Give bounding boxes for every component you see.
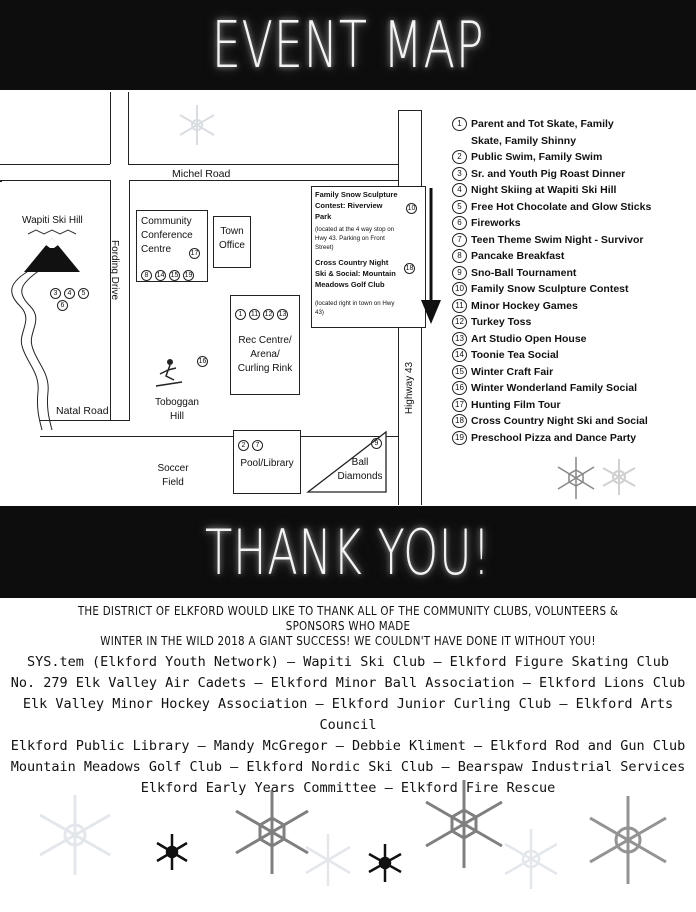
community-centre-label: Community Conference Centre <box>141 216 193 255</box>
legend-text: Winter Craft Fair <box>471 365 554 378</box>
legend-item <box>452 215 692 232</box>
legend-number: 14 <box>452 348 467 362</box>
legend-number: 3 <box>452 167 467 181</box>
legend-item <box>452 364 692 381</box>
marker-6: 6 <box>57 300 68 311</box>
marker-5: 5 <box>78 288 89 299</box>
michel-road-label: Michel Road <box>172 168 231 180</box>
family-snow-title: Family Snow Sculpture Contest: Riverview Park <box>315 190 398 221</box>
marker-9: 9 <box>371 438 382 449</box>
snowflake-icon <box>598 456 640 498</box>
legend-number: 16 <box>452 381 467 395</box>
legend-item <box>452 182 692 199</box>
legend-number: 9 <box>452 266 467 280</box>
legend-text: Toonie Tea Social <box>471 349 559 361</box>
offsite-events-callout <box>311 186 426 328</box>
legend-text: Hunting Film Tour <box>471 398 561 411</box>
rec-centre-label: Rec Centre/ Arena/ Curling Rink <box>237 335 293 374</box>
legend-text: Winter Wonderland Family Social <box>471 382 637 394</box>
legend-number: 4 <box>452 183 467 197</box>
snowflake-icon <box>30 790 120 880</box>
snowflake-icon <box>152 832 192 872</box>
soccer-field-label: Soccer Field <box>157 463 189 488</box>
highway-43-label: Highway 43 <box>404 361 416 415</box>
legend-item <box>452 347 692 364</box>
map-right-road-top <box>128 164 398 165</box>
event-map-title: EVENT MAP <box>211 9 485 83</box>
snowflake-icon <box>498 826 564 892</box>
legend-item <box>452 232 692 249</box>
legend-number: 15 <box>452 365 467 379</box>
legend-text: Family Snow Sculpture Contest <box>471 283 629 295</box>
legend-item <box>452 199 692 216</box>
rec-centre <box>230 295 300 395</box>
pool-library <box>233 430 301 494</box>
community-centre-markers: 8 14 15 19 <box>141 267 197 285</box>
toboggan-icon <box>152 354 186 390</box>
snowflake-icon <box>364 842 406 884</box>
marker-4: 4 <box>64 288 75 299</box>
marker-3: 3 <box>50 288 61 299</box>
sponsor-line: No. 279 Elk Valley Air Cadets – Elkford Minor Ball Association – Elkford Lions Club <box>10 675 686 691</box>
ski-hill-markers <box>50 285 92 303</box>
legend-text: Free Hot Chocolate and Glow Sticks <box>471 200 652 213</box>
legend-text: Minor Hockey Games <box>471 299 578 312</box>
community-centre <box>136 210 208 282</box>
legend-text: Night Skiing at Wapiti Ski Hill <box>471 184 617 196</box>
legend-number: 2 <box>452 150 467 164</box>
thank-you-banner <box>0 506 696 598</box>
legend-number: 19 <box>452 431 467 445</box>
legend-item <box>452 281 692 298</box>
legend-text: Teen Theme Swim Night - Survivor <box>471 233 644 246</box>
legend-number: 5 <box>452 200 467 214</box>
fording-right-edge <box>128 92 129 164</box>
sponsor-list <box>0 652 696 799</box>
sponsor-line: Elkford Public Library – Mandy McGregor – Debbie Kliment – Elkford Rod and Gun Club <box>10 738 686 754</box>
legend-item <box>452 116 692 149</box>
ski-hill-icon <box>20 228 84 276</box>
legend-item <box>452 413 692 430</box>
marker-10: 10 <box>407 205 416 212</box>
event-map <box>0 92 440 504</box>
thank-you-text <box>0 604 696 799</box>
legend-number: 8 <box>452 249 467 263</box>
rec-centre-markers: 1 11 12 13 <box>235 306 291 324</box>
legend-number: 10 <box>452 282 467 296</box>
toboggan-hill-label: Toboggan Hill <box>155 397 199 422</box>
sponsor-line: Elk Valley Minor Hockey Association – Elkford Junior Curling Club – Elkford Arts Council <box>22 696 674 733</box>
legend-text: Public Swim, Family Swim <box>471 151 603 163</box>
sponsor-line: Mountain Meadows Golf Club – Elkford Nordic Ski Club – Bearspaw Industrial Services <box>10 759 686 775</box>
snowflake-icon <box>174 102 220 148</box>
fording-drive <box>110 180 130 421</box>
legend-item <box>452 331 692 348</box>
marker-17: 17 <box>190 250 199 257</box>
marker-18: 18 <box>405 265 414 272</box>
legend-text: Sno-Ball Tournament <box>471 266 577 279</box>
legend-item <box>452 149 692 166</box>
legend-text: Sr. and Youth Pig Roast Dinner <box>471 167 626 180</box>
town-office <box>213 216 251 268</box>
michel-road <box>0 180 398 181</box>
callout-arrow-icon <box>420 188 442 326</box>
natal-road-label: Natal Road <box>56 405 109 417</box>
legend-number: 12 <box>452 315 467 329</box>
legend-item <box>452 314 692 331</box>
legend-number: 11 <box>452 299 467 313</box>
ski-hill-label: Wapiti Ski Hill <box>22 215 83 226</box>
legend-item <box>452 166 692 183</box>
legend-item <box>452 430 692 447</box>
legend-text: Parent and Tot Skate, Family Skate, Family Shinny <box>471 118 614 147</box>
thank-you-intro-line-2: WINTER IN THE WILD 2018 A GIANT SUCCESS! WE COULDN'T HAVE DONE IT WITHOUT YOU! <box>100 634 596 648</box>
cross-country-note: (located right in town on Hwy 43) <box>315 300 395 316</box>
legend-item <box>452 265 692 282</box>
legend-number: 7 <box>452 233 467 247</box>
pool-library-label: Pool/Library <box>240 458 294 469</box>
legend-number: 1 <box>452 117 467 131</box>
legend-text: Art Studio Open House <box>471 332 587 345</box>
snowflake-icon <box>298 830 358 890</box>
town-office-label: Town Office <box>219 226 245 251</box>
legend-number: 17 <box>452 398 467 412</box>
legend-text: Preschool Pizza and Dance Party <box>471 431 637 444</box>
fording-left-edge <box>110 92 111 164</box>
legend-text: Pancake Breakfast <box>471 250 565 262</box>
legend-item <box>452 298 692 315</box>
legend-text: Fireworks <box>471 217 521 229</box>
cross-country-title: Cross Country Night Ski & Social: Mountain Meadows Golf Club <box>315 258 396 289</box>
event-legend <box>452 116 692 446</box>
sponsor-line: Elkford Early Years Committee – Elkford Fire Rescue <box>140 780 556 796</box>
sponsor-line: SYS.tem (Elkford Youth Network) – Wapiti Ski Club – Elkford Figure Skating Club <box>26 654 670 670</box>
legend-number: 6 <box>452 216 467 230</box>
legend-text: Cross Country Night Ski and Social <box>471 415 648 427</box>
family-snow-note: (located at the 4 way stop on Hwy 43. Parking on Front Street) <box>315 226 395 251</box>
legend-number: 18 <box>452 414 467 428</box>
snowflake-icon <box>552 454 600 502</box>
event-map-banner <box>0 0 696 90</box>
map-left-road-top <box>0 164 110 165</box>
thank-you-intro-line-1: THE DISTRICT OF ELKFORD WOULD LIKE TO THANK ALL OF THE COMMUNITY CLUBS, VOLUNTEERS & SPONSORS WHO MADE <box>77 604 619 633</box>
fording-drive-label: Fording Drive <box>109 239 121 301</box>
legend-item <box>452 397 692 414</box>
legend-text: Turkey Toss <box>471 316 532 328</box>
thank-you-title: THANK YOU! <box>205 516 491 589</box>
legend-number: 13 <box>452 332 467 346</box>
pool-markers: 2 7 <box>238 437 266 455</box>
legend-item <box>452 380 692 397</box>
legend-item <box>452 248 692 265</box>
snowflake-icon <box>580 792 676 888</box>
michel-road-lower-edge <box>0 180 2 182</box>
marker-16: 16 <box>198 358 207 365</box>
ball-diamonds-label: Ball Diamonds <box>337 457 383 482</box>
